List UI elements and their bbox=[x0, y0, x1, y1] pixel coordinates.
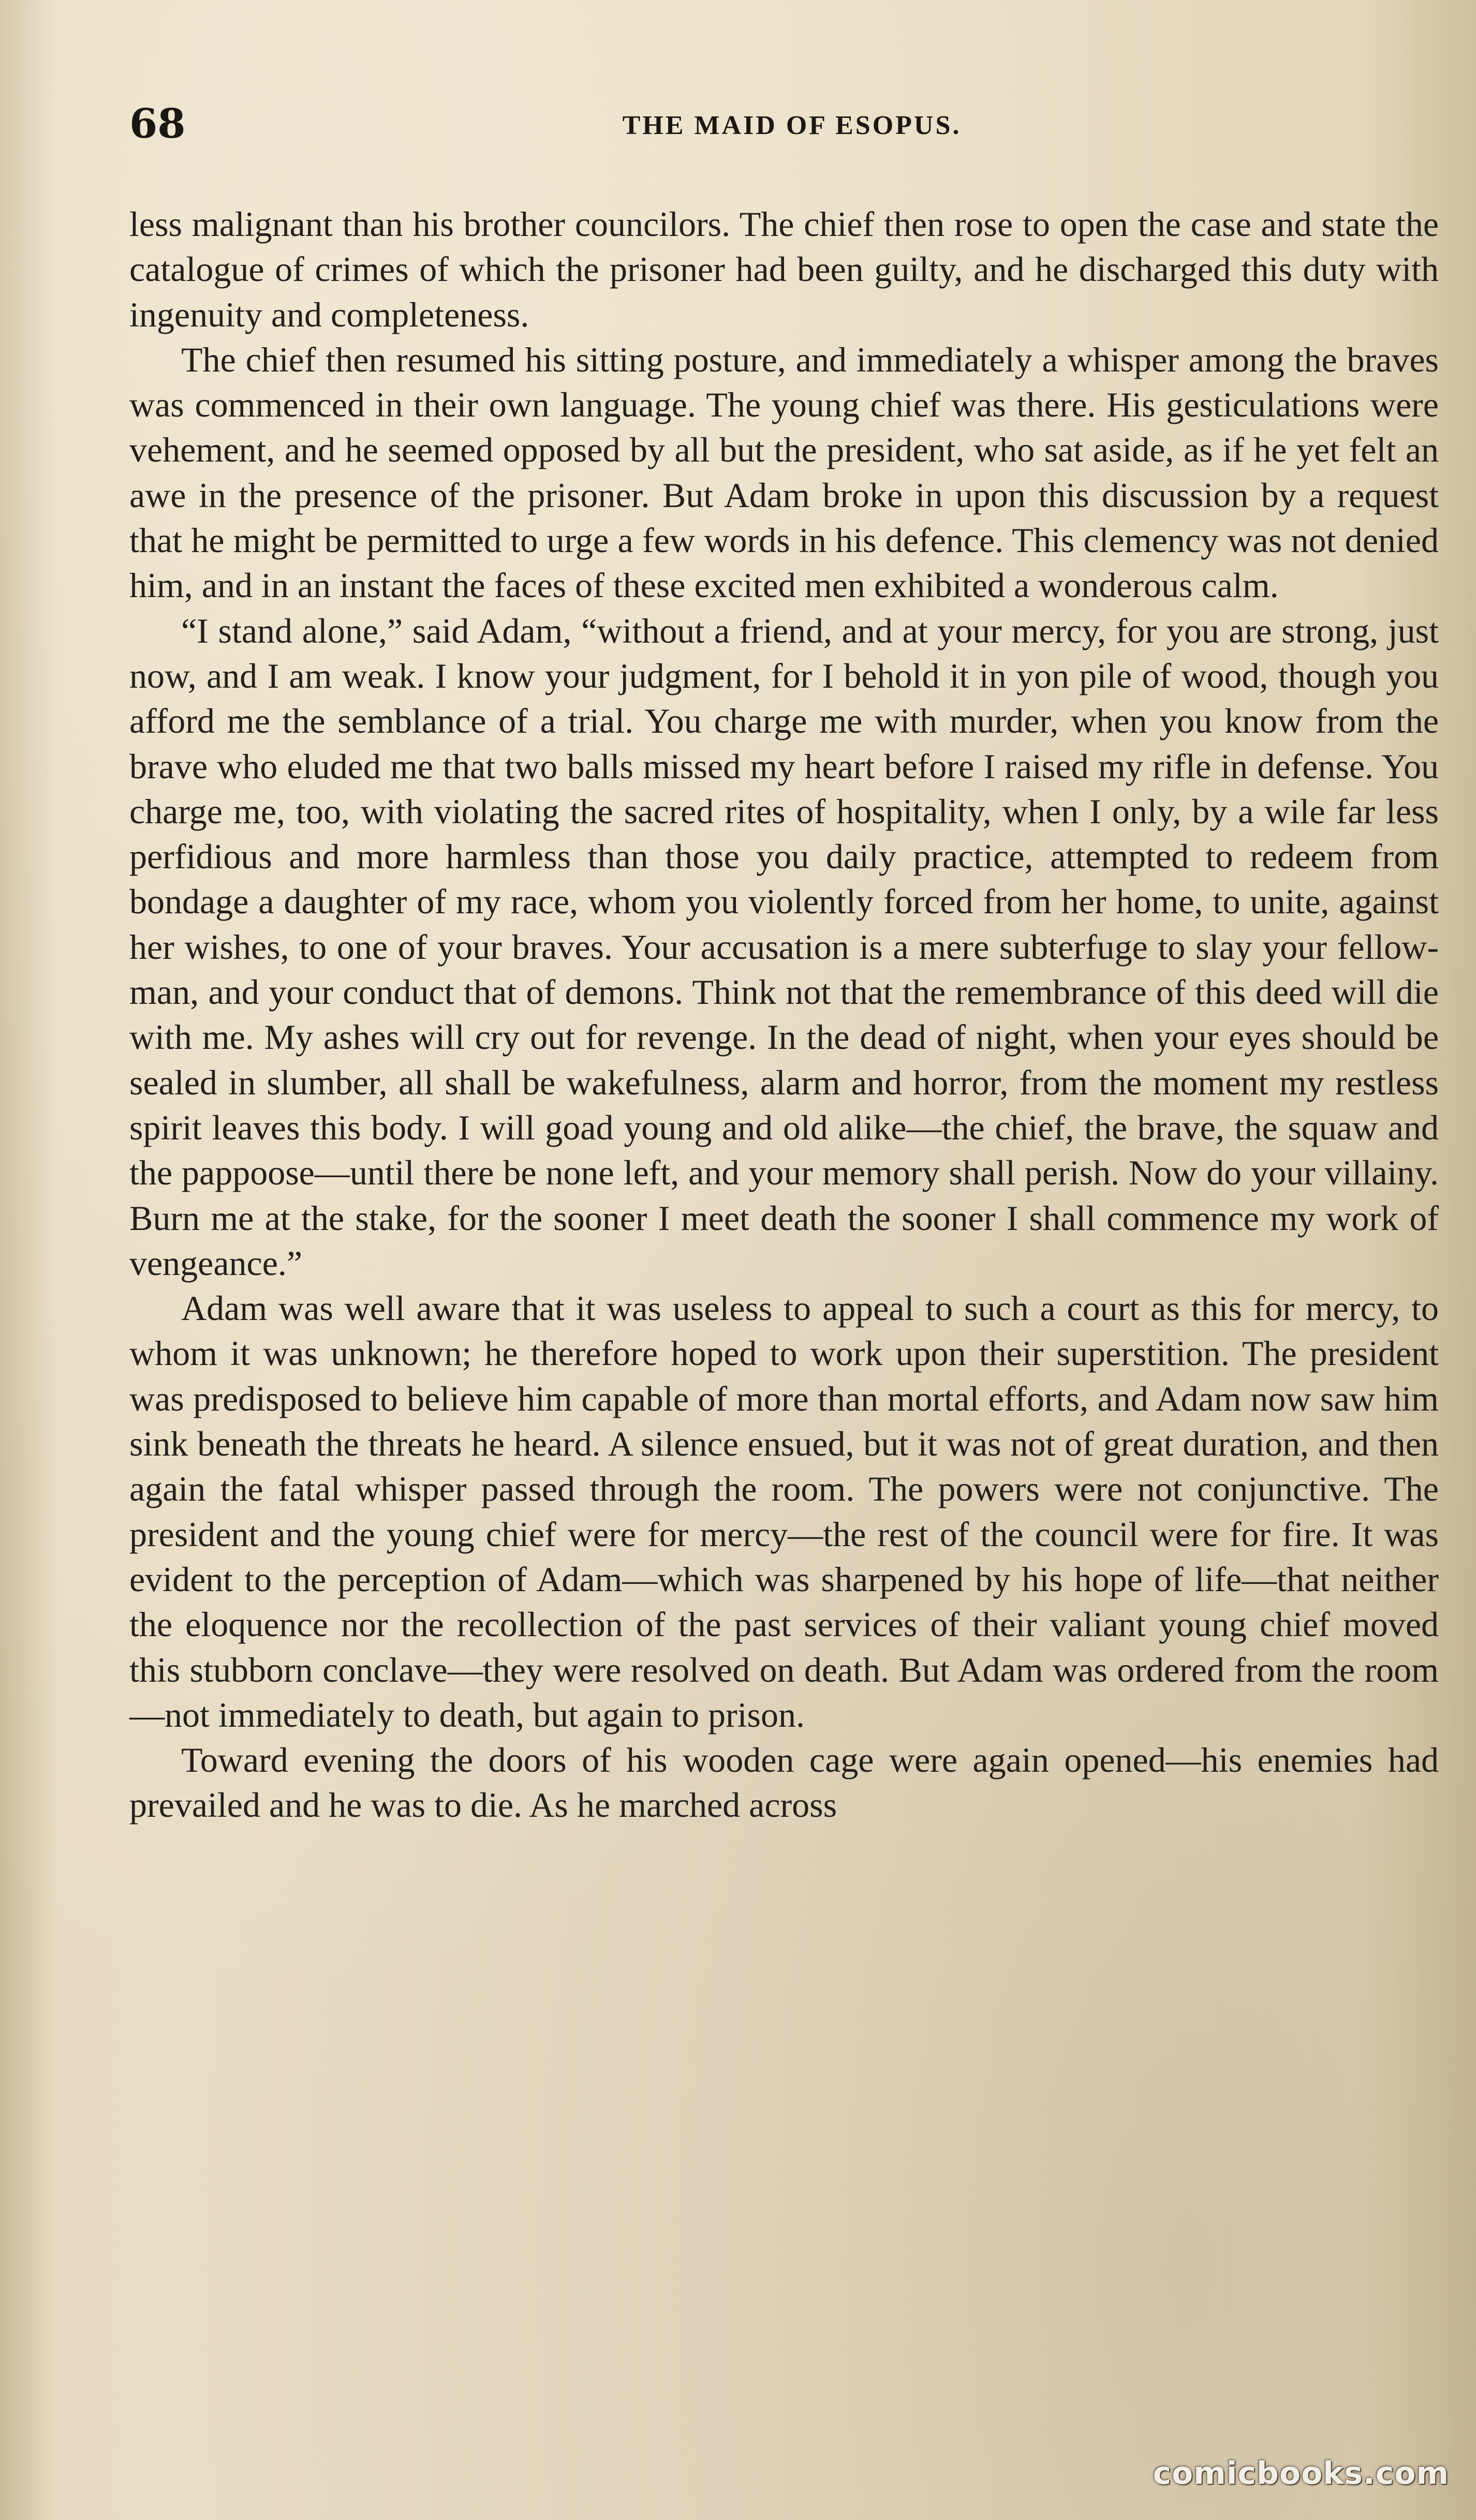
body-text bbox=[129, 202, 1439, 1828]
paragraph-3: “I stand alone,” said Adam, “without a friend, and at your mercy, for you are strong, just now, and I am weak. I know your judgment, for I behold it in yon pile of wood, though you afford me the semblance of a trial. You charge me with murder, when you know from the brave who eluded me that two balls missed my heart before I raised my rifle in defense. You charge me, too, with violating the sacred rites of hospitality, when I only, by a wile far less perfidious and more harmless than those you daily practice, attempted to redeem from bondage a daughter of my race, whom you violently forced from her home, to unite, against her wishes, to one of your braves. Your accusation is a mere subterfuge to slay your fellow-man, and your conduct that of demons. Think not that the remembrance of this deed will die with me. My ashes will cry out for revenge. In the dead of night, when your eyes should be sealed in slumber, all shall be wakefulness, alarm and horror, from the moment my restless spirit leaves this body. I will goad young and old alike—the chief, the brave, the squaw and the pappoose—until there be none left, and your memory shall perish. Now do your villainy. Burn me at the stake, for the sooner I meet death the sooner I shall commence my work of vengeance.” bbox=[129, 611, 1439, 1283]
paragraph-2: The chief then resumed his sitting posture, and immediately a whisper among the braves was commenced in their own language. The young chief was there. His gesticulations were vehement, and he seemed opposed by all but the president, who sat aside, as if he yet felt an awe in the presence of the prisoner. But Adam broke in upon this discussion by a request that he might be permitted to urge a few words in his defence. This clemency was not denied him, and in an instant the faces of these excited men exhibited a wonderous calm. bbox=[129, 339, 1439, 605]
paragraph-4: Adam was well aware that it was useless to appeal to such a court as this for mercy, to whom it was unknown; he therefore hoped to work upon their superstition. The president was predisposed to believe him capable of more than mortal efforts, and Adam now saw him sink beneath the threats he heard. A silence ensued, but it was not of great duration, and then again the fatal whisper passed through the room. The powers were not conjunctive. The president and the young chief were for mercy—the rest of the council were for fire. It was evident to the perception of Adam—which was sharpened by his hope of life—that neither the eloquence nor the recollection of the past services of their valiant young chief moved this stubborn conclave—they were resolved on death. But Adam was ordered from the room—not immediately to death, but again to prison. bbox=[129, 1288, 1439, 1735]
running-head: THE MAID OF ESOPUS. bbox=[622, 111, 962, 140]
page-header bbox=[129, 98, 1454, 155]
paragraph-1: less malignant than his brother councilors. The chief then rose to open the case and state the catalogue of crimes of which the prisoner had been guilty, and he discharged this duty with ingenuity and completeness. bbox=[129, 204, 1439, 334]
watermark: comicbooks.com bbox=[1153, 2455, 1449, 2492]
paragraph-5: Toward evening the doors of his wooden cage were again opened—his enemies had prevailed and he was to die. As he marched across bbox=[129, 1740, 1439, 1825]
page-number: 68 bbox=[129, 100, 186, 147]
